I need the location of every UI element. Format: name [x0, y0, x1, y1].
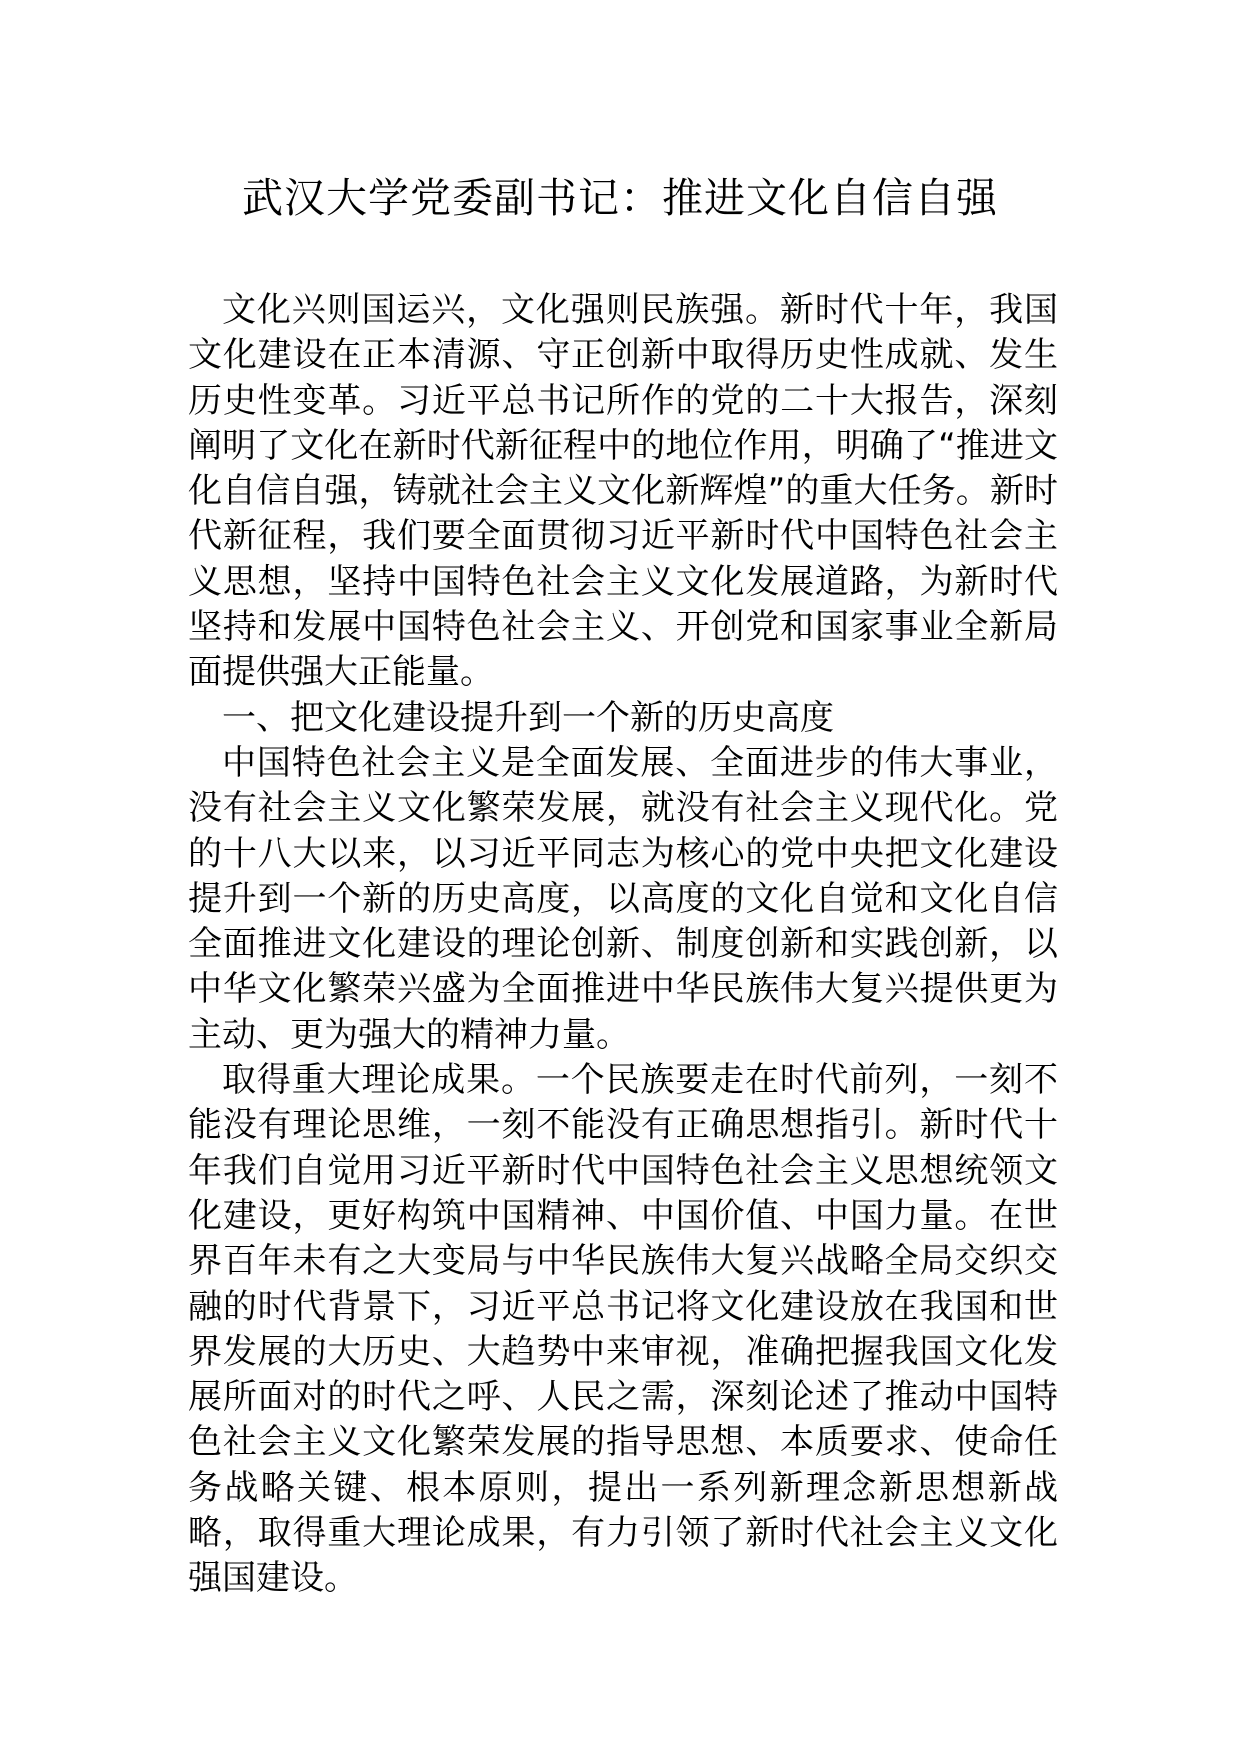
paragraph-intro: 文化兴则国运兴，文化强则民族强。新时代十年，我国文化建设在正本清源、守正创新中取得历史性成就、发生历史性变革。习近平总书记所作的党的二十大报告，深刻阐明了文化在新时代新征程中的地位作用，明确了“推进文化自信自强，铸就社会主义文化新辉煌”的重大任务。新时代新征程，我们要全面贯彻习近平新时代中国特色社会主义思想，坚持中国特色社会主义文化发展道路，为新时代坚持和发展中国特色社会主义、开创党和国家事业全新局面提供强大正能量。: [188, 290, 1058, 693]
document-body: [188, 288, 1058, 1602]
section-heading-1: 一、把文化建设提升到一个新的历史高度: [222, 697, 834, 738]
paragraph-theory-achievements: 取得重大理论成果。一个民族要走在时代前列，一刻不能没有理论思维，一刻不能没有正确思想指引。新时代十年我们自觉用习近平新时代中国特色社会主义思想统领文化建设，更好构筑中国精神、中国价值、中国力量。在世界百年未有之大变局与中华民族伟大复兴战略全局交织交融的时代背景下，习近平总书记将文化建设放在我国和世界发展的大历史、大趋势中来审视，准确把握我国文化发展所面对的时代之呼、人民之需，深刻论述了推动中国特色社会主义文化繁荣发展的指导思想、本质要求、使命任务战略关键、根本原则，提出一系列新理念新思想新战略，取得重大理论成果，有力引领了新时代社会主义文化强国建设。: [188, 1060, 1058, 1599]
page-title: 武汉大学党委副书记：推进文化自信自强: [242, 174, 998, 222]
paragraph-section1-overview: 中国特色社会主义是全面发展、全面进步的伟大事业，没有社会主义文化繁荣发展，就没有社会主义现代化。党的十八大以来，以习近平同志为核心的党中央把文化建设提升到一个新的历史高度，以高度的文化自觉和文化自信全面推进文化建设的理论创新、制度创新和实践创新，以中华文化繁荣兴盛为全面推进中华民族伟大复兴提供更为主动、更为强大的精神力量。: [188, 742, 1058, 1055]
